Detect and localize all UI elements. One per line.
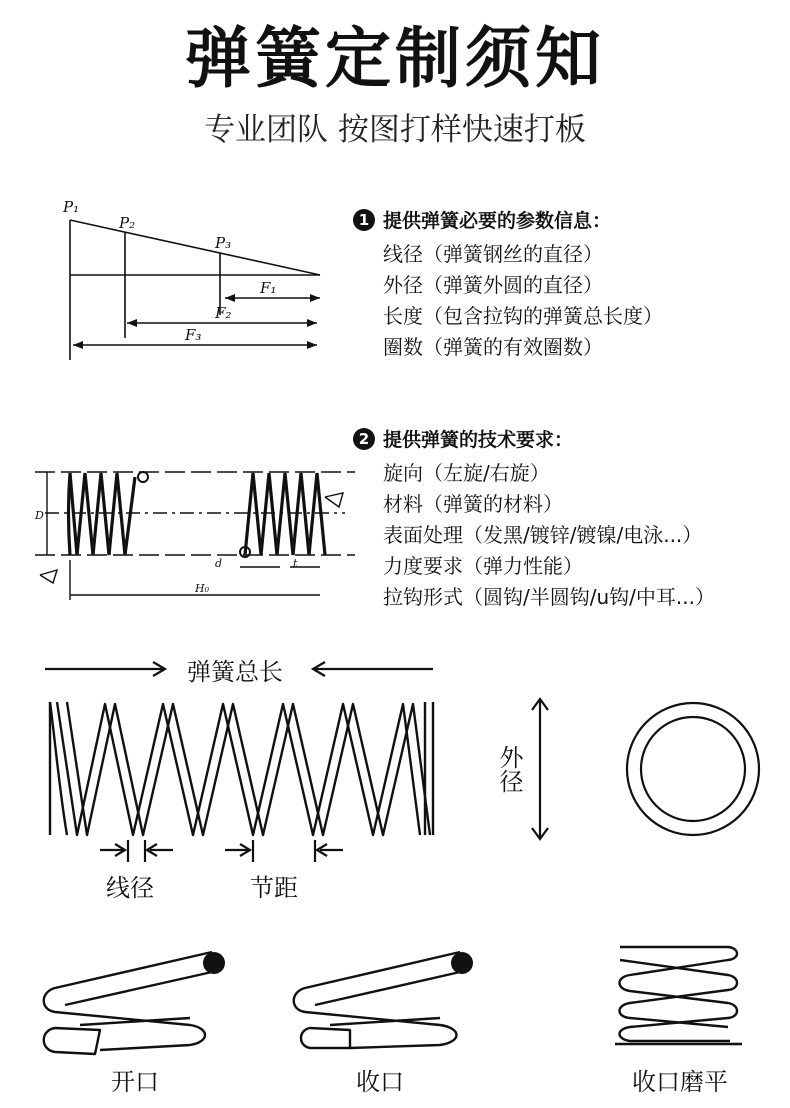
f1-label: F₁ [260, 279, 277, 297]
end-type-label: 收口 [356, 1068, 404, 1096]
f2-label: F₂ [215, 304, 232, 322]
step-two-badge: 2 [353, 428, 375, 450]
spring-technical-drawing [35, 455, 355, 605]
section-parameters-title: 提供弹簧必要的参数信息： [383, 210, 612, 232]
open-end-spring [40, 950, 230, 1060]
spring-end-view [525, 695, 775, 845]
pitch-label: 节距 [250, 874, 298, 902]
closed-ground-end-spring [610, 945, 750, 1050]
outer-diameter-label: 外径 [495, 745, 523, 793]
end-type-label: 收口磨平 [632, 1068, 728, 1096]
page-subtitle: 专业团队 按图打样快速打板 [204, 112, 586, 148]
list-item: 表面处理（发黑/镀锌/镀镍/电泳...） [383, 523, 703, 547]
wire-diameter-label: 线径 [106, 874, 154, 902]
list-item: 圈数（弹簧的有效圈数） [383, 335, 603, 359]
list-item: 力度要求（弹力性能） [383, 554, 583, 578]
p3-label: P₃ [215, 234, 232, 252]
list-item: 旋向（左旋/右旋） [383, 461, 550, 485]
p1-label: P₁ [63, 198, 80, 216]
page-title: 弹簧定制须知 [185, 20, 605, 97]
f3-label: F₃ [185, 326, 202, 344]
requirement-list [383, 458, 715, 613]
list-item: 材料（弹簧的材料） [383, 492, 563, 516]
section-technical-heading [353, 425, 715, 452]
spring-side-view [45, 700, 435, 840]
wire-pitch-arrows [95, 838, 345, 868]
list-item: 长度（包含拉钩的弹簧总长度） [383, 304, 663, 328]
section-parameters [353, 206, 663, 363]
outer-diameter-D-label: D [35, 509, 44, 522]
free-height-label: H₀ [195, 582, 210, 595]
section-parameters-heading [353, 206, 663, 233]
list-item: 线径（弹簧钢丝的直径） [383, 242, 603, 266]
closed-end-spring [290, 950, 480, 1060]
load-deflection-diagram [55, 190, 345, 370]
total-length-label: 弹簧总长 [187, 658, 283, 686]
list-item: 拉钩形式（圆钩/半圆钩/u钩/中耳...） [383, 585, 715, 609]
pitch-t-label: t [293, 557, 298, 570]
list-item: 外径（弹簧外圆的直径） [383, 273, 603, 297]
parameter-list [383, 239, 663, 363]
end-type-label: 开口 [111, 1068, 159, 1096]
p2-label: P₂ [119, 214, 136, 232]
section-technical [353, 425, 715, 613]
wire-d-label: d [215, 557, 223, 570]
section-technical-title: 提供弹簧的技术要求： [383, 429, 574, 451]
step-one-badge: 1 [353, 209, 375, 231]
